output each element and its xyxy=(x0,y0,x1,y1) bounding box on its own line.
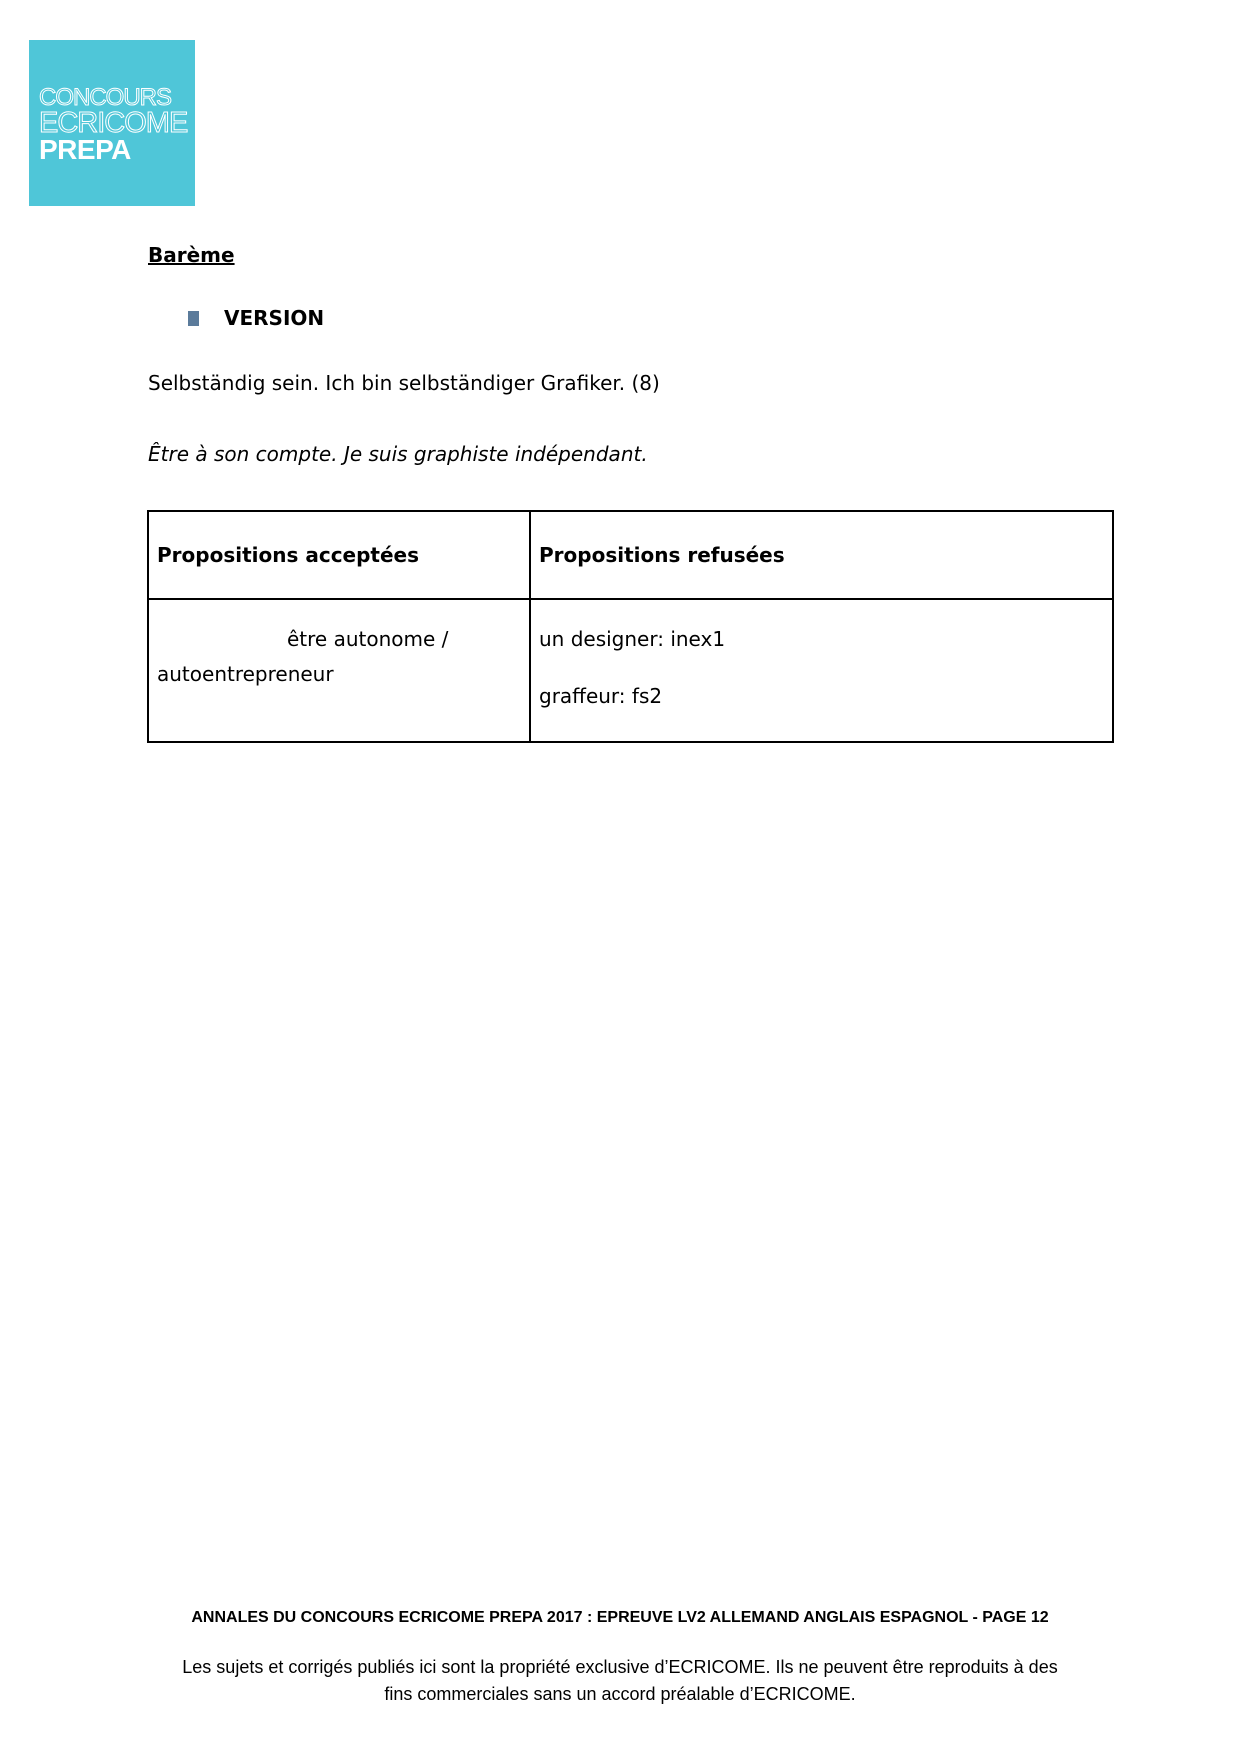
translation-sentence: Être à son compte. Je suis graphiste indépendant. xyxy=(148,442,648,466)
footer-copyright-note xyxy=(150,1654,1090,1708)
footer-note-line-1: Les sujets et corrigés publiés ici sont la propriété exclusive d’ECRICOME. Ils ne peuvent être reproduits à des xyxy=(182,1657,1058,1677)
square-bullet-icon xyxy=(188,311,199,326)
logo-line-prepa: PREPA xyxy=(39,134,131,165)
refused-item: graffeur: fs2 xyxy=(539,684,663,708)
logo-line-ecricome: ECRICOME xyxy=(39,107,188,139)
accepted-line-1: être autonome / xyxy=(287,627,449,651)
footer-title: ANNALES DU CONCOURS ECRICOME PREPA 2017 : EPREUVE LV2 ALLEMAND ANGLAIS ESPAGNOL - PAGE 12 xyxy=(191,1609,1049,1626)
accepted-line-2: autoentrepreneur xyxy=(157,662,334,686)
refused-item: un designer: inex1 xyxy=(539,627,726,651)
footer-note-line-2: fins commerciales sans un accord préalable d’ECRICOME. xyxy=(384,1684,856,1704)
section-heading: Barème xyxy=(148,243,235,267)
table-row xyxy=(148,599,1113,742)
propositions-table xyxy=(147,510,1114,743)
source-sentence: Selbständig sein. Ich bin selbständiger Grafiker. (8) xyxy=(148,371,660,395)
refused-cell xyxy=(530,599,1113,742)
logo-line-concours: CONCOURS xyxy=(39,84,172,111)
version-section xyxy=(188,306,324,330)
accepted-cell xyxy=(148,599,530,742)
header-accepted: Propositions acceptées xyxy=(148,511,530,599)
version-label: VERSION xyxy=(224,306,325,330)
ecricome-logo xyxy=(29,40,195,206)
table-header-row xyxy=(148,511,1113,599)
header-refused: Propositions refusées xyxy=(530,511,1113,599)
